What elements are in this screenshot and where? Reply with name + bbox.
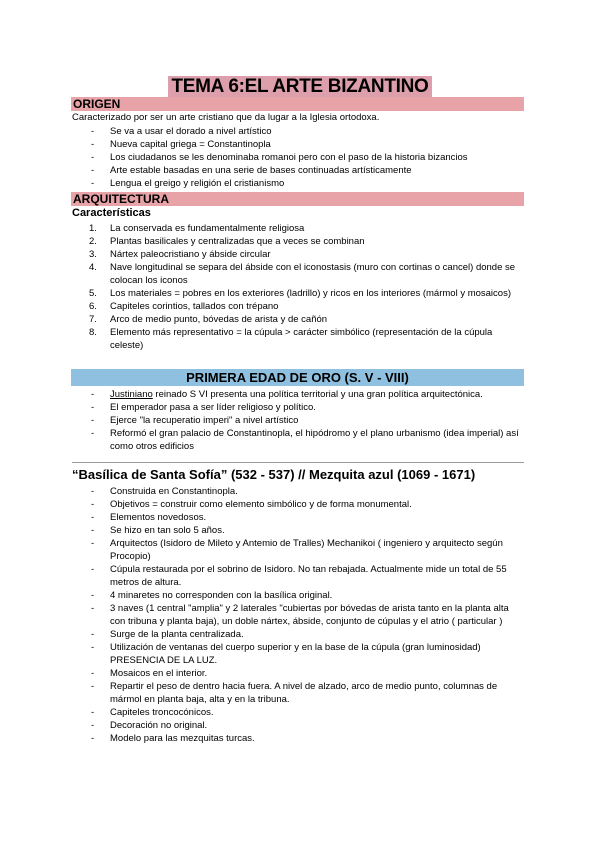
- divider: [72, 462, 524, 463]
- list-item: - Capiteles troncocónicos.: [91, 707, 214, 718]
- origen-list: [0, 125, 600, 190]
- list-item: - 4 minaretes no corresponden con la basílica original.: [91, 590, 333, 601]
- list-item: 3. Nártex paleocristiano y ábside circular: [89, 249, 271, 260]
- list-item: - Surge de la planta centralizada.: [91, 629, 244, 640]
- list-item: - 3 naves (1 central "amplia" y 2 laterales "cubiertas por bóvedas de arista tanto en la planta alta con tribuna y planta baja), un doble nártex, ábside, conjunto de cúpulas y el atrio ( particular ): [91, 603, 509, 627]
- list-item: - Mosaicos en el interior.: [91, 668, 208, 679]
- list-item: - Utilización de ventanas del cuerpo superior y en la base de la cúpula (gran luminosidad) PRESENCIA DE LA LUZ.: [91, 642, 481, 666]
- list-item: - Se va a usar el dorado a nivel artístico: [91, 126, 272, 137]
- list-item: 1. La conservada es fundamentalmente religiosa: [89, 223, 305, 234]
- list-item: - Ejerce "la recuperatio imperi" a nivel artístico: [91, 415, 299, 426]
- list-item: 7. Arco de medio punto, bóvedas de arista y de cañón: [89, 314, 328, 325]
- list-item: - Lengua el greigo y religión el cristianismo: [91, 178, 285, 189]
- list-item: - Justiniano reinado S VI presenta una política territorial y una gran política arquitectónica.: [91, 389, 483, 400]
- list-item: - Repartir el peso de dentro hacia fuera. A nivel de alzado, arco de medio punto, columnas de mármol en planta baja, alta y en la tribuna.: [91, 681, 498, 705]
- list-item: - Modelo para las mezquitas turcas.: [91, 733, 255, 744]
- santa-sofia-list: [0, 485, 600, 745]
- list-item: - Los ciudadanos se les denominaba romanoi pero con el paso de la historia bizancios: [91, 152, 468, 163]
- list-item: 6. Capiteles corintios, tallados con trépano: [89, 301, 279, 312]
- list-item: - Decoración no original.: [91, 720, 208, 731]
- list-item: - Elementos novedosos.: [91, 512, 207, 523]
- primera-edad-list: [0, 388, 600, 453]
- subheading-caracteristicas: Características: [72, 207, 151, 219]
- list-item: - El emperador pasa a ser líder religioso y político.: [91, 402, 316, 413]
- list-item: - Arte estable basadas en una serie de bases continuadas artísticamente: [91, 165, 412, 176]
- list-item: 8. Elemento más representativo = la cúpula > carácter simbólico (representación de la cúpula celeste): [89, 327, 493, 351]
- list-item: 4. Nave longitudinal se separa del ábside con el iconostasis (muro con cortinas o cancel) donde se colocan los iconos: [89, 262, 516, 286]
- list-item: - Se hizo en tan solo 5 años.: [91, 525, 225, 536]
- title-wrap: [0, 76, 600, 98]
- section-heading-origen: ORIGEN: [71, 97, 524, 111]
- list-item: - Arquitectos (Isidoro de Mileto y Antemio de Tralles) Mechanikoi ( ingeniero y arquitecto según Procopio): [91, 538, 503, 562]
- list-item: - Reformó el gran palacio de Constantinopla, el hipódromo y el plano urbanismo (idea imperial) así como otros edificios: [91, 428, 519, 452]
- santa-sofia-heading: “Basílica de Santa Sofía” (532 - 537) // Mezquita azul (1069 - 1671): [72, 467, 476, 482]
- origen-intro: Caracterizado por ser un arte cristiano que da lugar a la Iglesia ortodoxa.: [72, 112, 380, 123]
- caracteristicas-list: [0, 222, 600, 352]
- justiniano-link-text: Justiniano: [110, 389, 153, 400]
- section-heading-arquitectura: ARQUITECTURA: [71, 192, 524, 206]
- list-item: - Construida en Constantinopla.: [91, 486, 238, 497]
- list-item: 2. Plantas basilicales y centralizadas que a veces se combinan: [89, 236, 365, 247]
- page-title: TEMA 6:EL ARTE BIZANTINO: [168, 76, 431, 98]
- list-item: 5. Los materiales = pobres en los exteriores (ladrillo) y ricos en los interiores (mármol y mosaicos): [89, 288, 511, 299]
- list-item: - Cúpula restaurada por el sobrino de Isidoro. No tan rebajada. Actualmente mide un total de 55 metros de altura.: [91, 564, 507, 588]
- list-item: - Objetivos = construir como elemento simbólico y de forma monumental.: [91, 499, 412, 510]
- list-item: - Nueva capital griega = Constantinopla: [91, 139, 271, 150]
- section-heading-primera-edad: PRIMERA EDAD DE ORO (S. V - VIII): [71, 369, 524, 386]
